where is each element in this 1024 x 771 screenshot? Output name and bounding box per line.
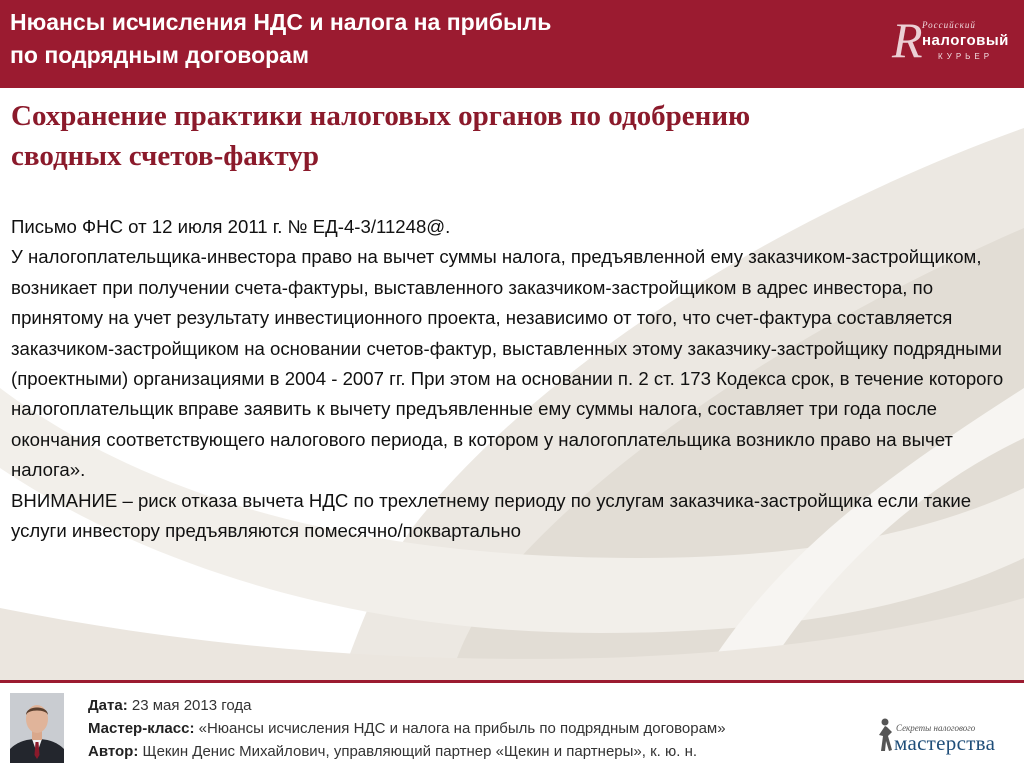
subtitle-line-2: сводных счетов-фактур [11,140,320,172]
author-avatar [10,693,64,763]
author-portrait-icon [10,693,64,763]
slide-content [0,88,1024,680]
footer-date-value: 23 мая 2013 года [131,697,252,714]
footer-date-label: Дата: [88,697,128,714]
masterstvo-logo-main: мастерства [894,731,996,755]
header-title-line-2: по подрядным договорам [10,42,309,68]
masterstvo-logo [868,715,1018,759]
footer-class-value: «Нюансы исчисления НДС и налога на прибыль по подрядным договорам» [198,720,726,737]
footer-author-label: Автор: [88,743,139,760]
body-paragraph-letter: Письмо ФНС от 12 июля 2011 г. № ЕД-4-3/11248@. [11,216,451,237]
header-title-line-1: Нюансы исчисления НДС и налога на прибыль [10,9,552,35]
footer-class-label: Мастер-класс: [88,720,195,737]
header-title [10,6,810,72]
body-paragraph-main: У налогоплательщика-инвестора право на вычет суммы налога, предъявленной ему заказчиком-застройщиком, возникает при получении счета-фактуры, выставленного заказчиком-застройщиком в адрес инвестора, по принятому на учет результату инвестиционного проекта, независимо от того, что счет-фактура составляется заказчиком-застройщиком на основании счетов-фактур, выставленных этому заказчику-застройщику подрядными (проектными) организациями в 2004 - 2007 гг. При этом на основании п. 2 ст. 173 Кодекса срок, в течение которого налогоплательщик вправе заявить к вычету предъявленные ему суммы налога, составляет три года после окончания соответствующего налогового периода, в котором у налогоплательщика возникло право на вычет налога». [11,246,1004,481]
masterstvo-figure-icon [874,717,896,753]
footer-author-value: Щекин Денис Михайлович, управляющий партнер «Щекин и партнеры», к. ю. н. [142,743,698,760]
footer-class-line [88,717,868,740]
logo-top-text: Российский [922,20,976,30]
masterstvo-logo-top: Секреты налогового [896,723,976,733]
slide-header [0,0,1024,88]
slide-subtitle [11,96,1011,176]
slide-body [11,212,1011,546]
footer-info [88,694,868,763]
nalogovy-kurier-logo [892,10,1012,76]
slide-footer [0,680,1024,771]
logo-main-text: налоговый [922,32,1009,49]
subtitle-line-1: Сохранение практики налоговых органов по одобрению [11,100,751,132]
logo-bottom-text: КУРЬЕР [938,52,994,61]
footer-author-line [88,740,868,763]
footer-date-line [88,694,868,717]
logo-letter-r: R [892,12,923,68]
body-paragraph-warning: ВНИМАНИЕ – риск отказа вычета НДС по трехлетнему периоду по услугам заказчика-застройщика если такие услуги инвестору предъявляются помесячно/поквартально [11,489,972,542]
